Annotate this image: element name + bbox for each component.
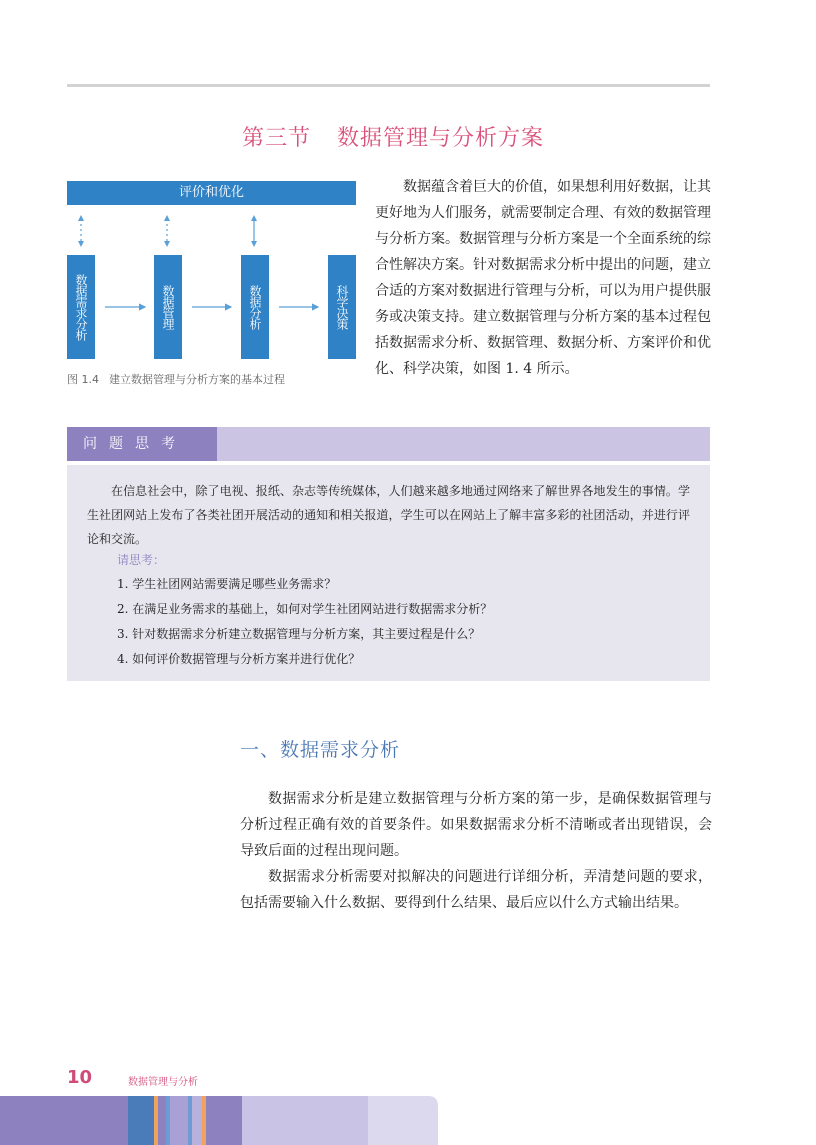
step-data-analysis: 数据分析 [241,255,269,359]
section-number: 第三节 [241,126,311,151]
thinking-prompt: 请思考： [117,553,166,567]
intro-paragraph: 数据蕴含着巨大的价值，如果想利用好数据，让其更好地为人们服务，就需要制定合理、有效的数据管理与分析方案。数据管理与分析方案是一个全面系统的综合性解决方案。针对数据需求分析中提出的问题，建立合适的方案对数据进行管理与分析，可以为用户提供服务或决策支持。建立数据管理与分析方案的基本过程包括数据需求分析、数据管理、数据分析、方案评价和优化、科学决策，如图 1. 4 所示。 [375,179,711,377]
subsection-title: 一、数据需求分析 [240,739,401,761]
running-head: 数据管理与分析 [128,1077,198,1088]
thinking-box-header [67,427,710,461]
diagram-arrows [67,181,357,361]
thinking-paragraph: 在信息社会中，除了电视、报纸、杂志等传统媒体，人们越来越多地通过网络来了解世界各地发生的事情。学生社团网站上发布了各类社团开展活动的通知和相关报道，学生可以在网站上了解丰富多彩的社团活动，并进行评论和交流。 [87,484,690,546]
page-number: 10 [67,1067,93,1088]
body-paragraph: 数据需求分析需要对拟解决的问题进行详细分析，弄清楚问题的要求，包括需要输入什么数据、要得到什么结果、最后应以什么方式输出结果。 [240,869,712,911]
evaluation-bar: 评价和优化 [67,181,356,205]
thinking-box-tab: 问题思考 [67,427,217,461]
footer-decoration [0,1096,816,1145]
figure-caption [67,371,285,387]
question-item: 2. 在满足业务需求的基础上，如何对学生社团网站进行数据需求分析？ [117,602,493,616]
figure-caption-text: 建立数据管理与分析方案的基本过程 [109,373,285,386]
step-data-requirement-analysis: 数据需求分析 [67,255,95,359]
section-title-text: 数据管理与分析方案 [337,126,545,151]
body-paragraph: 数据需求分析是建立数据管理与分析方案的第一步，是确保数据管理与分析过程正确有效的首要条件。如果数据需求分析不清晰或者出现错误，会导致后面的过程出现问题。 [240,791,712,859]
step-scientific-decision: 科学决策 [328,255,356,359]
up-arrow-1 [81,219,254,243]
question-item: 4. 如何评价数据管理与分析方案并进行优化？ [117,652,361,666]
question-item: 1. 学生社团网站需要满足哪些业务需求？ [117,577,337,591]
step-data-management: 数据管理 [154,255,182,359]
section-title [0,121,786,152]
figure-number: 图 1.4 [67,373,99,386]
top-rule [67,84,710,87]
thinking-box-body [67,465,710,681]
question-item: 3. 针对数据需求分析建立数据管理与分析方案，其主要过程是什么？ [117,627,481,641]
process-diagram [67,181,357,361]
question-list [117,572,492,672]
